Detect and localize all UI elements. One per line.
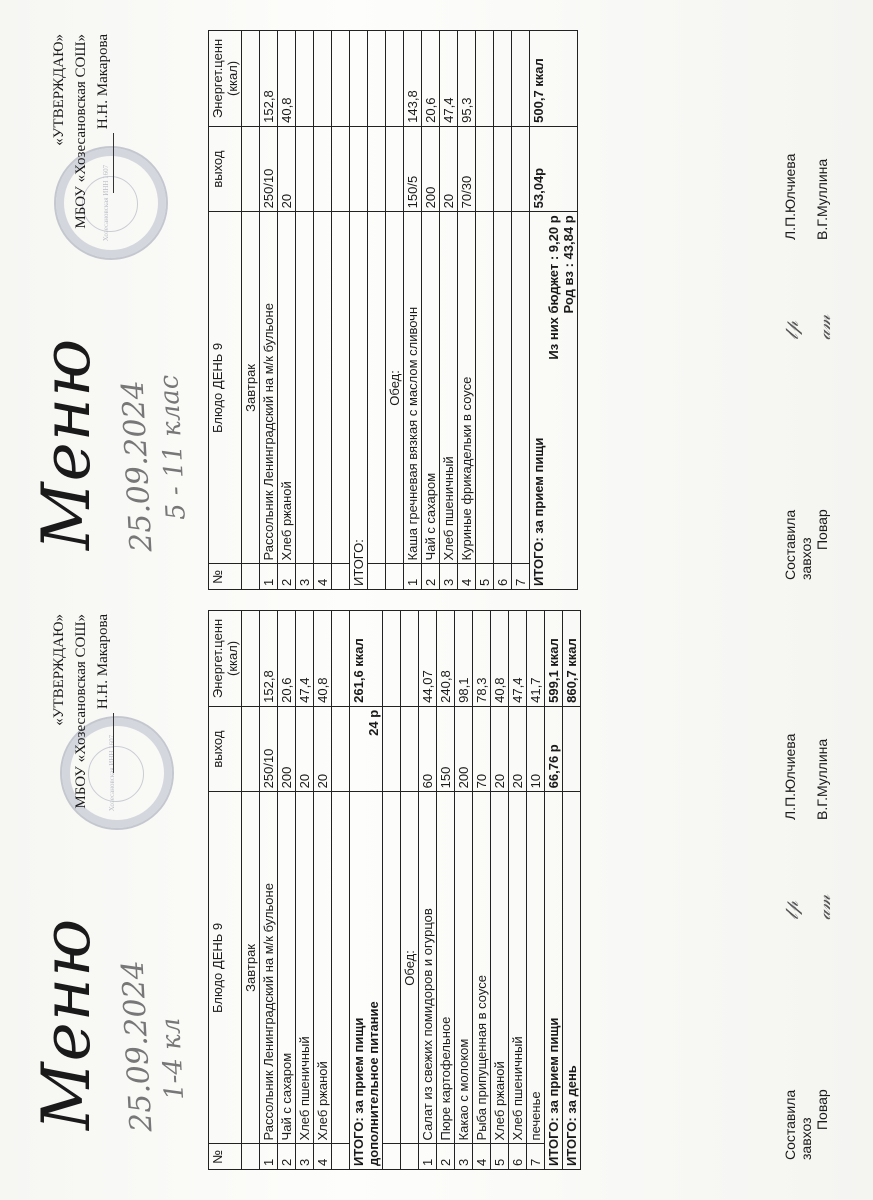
cell-num: 2: [278, 564, 296, 590]
cell-num: 1: [404, 564, 422, 590]
parents-label: Род вз :: [561, 263, 576, 314]
cell-energy: 20,6: [278, 611, 296, 707]
table-row: [296, 31, 314, 590]
cell-energy: 47,4: [296, 611, 314, 707]
approval-block: [48, 34, 114, 289]
table-row: [404, 31, 422, 590]
cell-energy: 40,8: [491, 611, 509, 707]
cell-dish: [512, 212, 530, 564]
cell-dish: Чай с сахаром: [278, 792, 296, 1144]
signature-line: [113, 713, 114, 773]
cell-dish: Салат из свежих помидоров и огурцов: [419, 792, 437, 1144]
table-row: [278, 611, 296, 1170]
table-row: [527, 611, 545, 1170]
cell-energy: 40,8: [278, 31, 296, 127]
cell-dish: Хлеб пшеничный: [509, 792, 527, 1144]
table-row: [512, 31, 530, 590]
cell-dish: Куриные фрикадельки в соусе: [458, 212, 476, 564]
approval-director-name: Н.Н. Макарова: [95, 34, 111, 130]
cell-dish: [314, 212, 332, 564]
cell-output: 10: [527, 706, 545, 792]
cell-dish: Хлеб ржаной: [278, 212, 296, 564]
cell-output: 20: [296, 706, 314, 792]
total-price: 24 р: [350, 706, 383, 792]
table-row: [332, 31, 350, 590]
cell-output: 60: [419, 706, 437, 792]
cell-num: 2: [278, 1144, 296, 1170]
cell-dish: Хлеб пшеничный: [296, 792, 314, 1144]
cell-output: 20: [314, 706, 332, 792]
additional-nutrition-label: дополнительное питание: [366, 1001, 381, 1166]
breakfast-total-row: [350, 31, 368, 590]
table-row: [314, 611, 332, 1170]
cell-output: 70/30: [458, 126, 476, 212]
section-breakfast: [242, 31, 260, 590]
cell-energy: 240,8: [437, 611, 455, 707]
cell-output: [494, 126, 512, 212]
cell-output: 250/10: [260, 706, 278, 792]
signature-role: Повар: [814, 1089, 830, 1130]
cell-output: 20: [491, 706, 509, 792]
cell-num: 3: [296, 1144, 314, 1170]
cell-num: 7: [527, 1144, 545, 1170]
table-row: [383, 611, 401, 1170]
cell-energy: 152,8: [260, 611, 278, 707]
menu-table: [208, 30, 578, 590]
header-dish: Блюдо ДЕНЬ 9: [209, 792, 242, 1144]
cell-num: 3: [455, 1144, 473, 1170]
table-row: [491, 611, 509, 1170]
section-label: Завтрак: [242, 212, 260, 564]
parents-line: [561, 215, 576, 586]
cell-dish: [494, 212, 512, 564]
cell-num: 1: [260, 1144, 278, 1170]
section-lunch: [401, 611, 419, 1170]
handwritten-date: 25.09.2024: [115, 959, 160, 1133]
cell-dish: Хлеб пшеничный: [440, 212, 458, 564]
cell-dish: Хлеб ржаной: [491, 792, 509, 1144]
cell-num: 7: [512, 564, 530, 590]
parents-value: 43,84 р: [561, 215, 576, 260]
handwritten-date: 25.09.2024: [115, 379, 160, 553]
cell-energy: 40,8: [314, 611, 332, 707]
cell-output: 200: [278, 706, 296, 792]
approval-director-name: Н.Н. Макарова: [95, 614, 111, 710]
lunch-total-row: [545, 611, 563, 1170]
cell-energy: 47,4: [509, 611, 527, 707]
signature-name: Л.П.Юлчиева: [782, 153, 798, 240]
section-lunch: [386, 31, 404, 590]
cell-output: 200: [422, 126, 440, 212]
cell-dish: Чай с сахаром: [422, 212, 440, 564]
handwritten-signature-icon: 𝓁𝓅: [782, 321, 803, 340]
rotated-menu-sheet: [30, 30, 842, 1170]
cell-num: 2: [437, 1144, 455, 1170]
stamp-text: Хозесановская ИНН 1607: [108, 734, 116, 812]
approval-label: «УТВЕРЖДАЮ»: [51, 34, 67, 146]
cell-dish: печенье: [527, 792, 545, 1144]
total-energy: 261,6 ккал: [350, 611, 383, 707]
day-total-row: [563, 611, 581, 1170]
cell-dish: Рассольник Ленинградский на м/к бульоне: [260, 212, 278, 564]
approval-organization: МБОУ «Хозесановская СОШ»: [73, 34, 89, 229]
cell-dish: Рыба припущенная в соусе: [473, 792, 491, 1144]
table-row: [260, 31, 278, 590]
table-row: [494, 31, 512, 590]
total-label: ИТОГО: за прием пищи: [531, 437, 546, 586]
cell-num: 2: [422, 564, 440, 590]
menu-table: [208, 610, 581, 1170]
handwritten-signature-icon: 𝒶𝓂: [814, 894, 835, 920]
cell-energy: 44,07: [419, 611, 437, 707]
cell-output: 20: [440, 126, 458, 212]
cell-energy: [296, 31, 314, 127]
cell-dish: Хлеб ржаной: [314, 792, 332, 1144]
table-row: [473, 611, 491, 1170]
signature-name: Л.П.Юлчиева: [782, 733, 798, 820]
table-row: [332, 611, 350, 1170]
cell-output: 150: [437, 706, 455, 792]
cell-num: 6: [494, 564, 512, 590]
section-breakfast: [242, 611, 260, 1170]
header-output: выход: [209, 126, 242, 212]
cell-output: 20: [509, 706, 527, 792]
table-row: [437, 611, 455, 1170]
cell-energy: 98,1: [455, 611, 473, 707]
cell-num: 6: [509, 1144, 527, 1170]
total-label-cell: [530, 212, 578, 590]
cell-output: 70: [473, 706, 491, 792]
cell-num: 4: [314, 564, 332, 590]
cell-energy: [314, 31, 332, 127]
approval-label: «УТВЕРЖДАЮ»: [51, 614, 67, 726]
total-energy: 500,7 ккал: [530, 31, 578, 127]
cell-dish: [296, 212, 314, 564]
cell-dish: Каша гречневая вязкая с маслом сливочн: [404, 212, 422, 564]
cell-energy: 152,8: [260, 31, 278, 127]
cell-output: [512, 126, 530, 212]
signature-role: Составила завхоз: [782, 1089, 814, 1160]
budget-label: Из них бюджет :: [546, 255, 561, 360]
total-price: 66,76 р: [545, 706, 563, 792]
cell-output: [314, 126, 332, 212]
total-label-cell: [350, 792, 383, 1170]
menu-title: Меню: [28, 337, 105, 550]
cell-energy: [494, 31, 512, 127]
cell-num: 4: [458, 564, 476, 590]
cell-output: 150/5: [404, 126, 422, 212]
day-total-label: ИТОГО: за день: [563, 792, 581, 1170]
table-row: [458, 31, 476, 590]
table-row: [455, 611, 473, 1170]
cell-num: 3: [296, 564, 314, 590]
section-label: Завтрак: [242, 792, 260, 1144]
cell-energy: [476, 31, 494, 127]
cell-dish: Какао с молоком: [455, 792, 473, 1144]
cell-dish: Рассольник Ленинградский на м/к бульоне: [260, 792, 278, 1144]
lunch-total-row: [530, 31, 578, 590]
cell-num: 1: [260, 564, 278, 590]
cell-energy: 78,3: [473, 611, 491, 707]
table-row: [314, 31, 332, 590]
cell-energy: [512, 31, 530, 127]
signature-role: Повар: [814, 509, 830, 550]
header-dish: Блюдо ДЕНЬ 9: [209, 212, 242, 564]
signature-line: [113, 133, 114, 193]
cell-output: [296, 126, 314, 212]
table-row: [260, 611, 278, 1170]
cell-output: 250/10: [260, 126, 278, 212]
budget-value: 9,20 р: [546, 215, 561, 253]
cell-num: 5: [476, 564, 494, 590]
menu-grades-5-11: [30, 30, 842, 590]
table-row: [368, 31, 386, 590]
table-row: [509, 611, 527, 1170]
cell-num: 5: [491, 1144, 509, 1170]
handwritten-grade-note: 1-4 кл: [155, 1017, 191, 1101]
table-header-row: [209, 611, 242, 1170]
header-output: выход: [209, 706, 242, 792]
menu-title: Меню: [28, 917, 105, 1130]
menu-grades-1-4: [30, 610, 842, 1170]
cell-output: [476, 126, 494, 212]
stamp-text: Хозесановская ИНН 1607: [102, 164, 110, 242]
cell-energy: 41,7: [527, 611, 545, 707]
approval-block: [48, 614, 114, 869]
breakfast-total-row: [350, 611, 383, 1170]
cell-energy: 95,3: [458, 31, 476, 127]
handwritten-grade-note: 5 - 11 клас: [154, 373, 192, 521]
total-price: 53,04р: [530, 126, 578, 212]
table-row: [422, 31, 440, 590]
total-energy: 599,1 ккал: [545, 611, 563, 707]
total-label: ИТОГО:: [350, 212, 368, 590]
cell-output: 200: [455, 706, 473, 792]
section-label: Обед:: [401, 792, 419, 1144]
handwritten-signature-icon: 𝓁𝓅: [782, 901, 803, 920]
total-label: ИТОГО: за прием пищи: [545, 792, 563, 1170]
cell-energy: 20,6: [422, 31, 440, 127]
cell-dish: Пюре картофельное: [437, 792, 455, 1144]
table-row: [476, 31, 494, 590]
signature-name: В.Г.Муллина: [814, 738, 830, 820]
table-row: [296, 611, 314, 1170]
table-header-row: [209, 31, 242, 590]
cell-energy: 143,8: [404, 31, 422, 127]
signature-role: Составила завхоз: [782, 509, 814, 580]
day-total-energy: 860,7 ккал: [563, 611, 581, 707]
cell-num: 4: [314, 1144, 332, 1170]
handwritten-signature-icon: 𝒶𝓂: [814, 314, 835, 340]
header-number: №: [209, 1144, 242, 1170]
header-number: №: [209, 564, 242, 590]
budget-line: [546, 215, 561, 586]
approval-organization: МБОУ «Хозесановская СОШ»: [73, 614, 89, 809]
cell-energy: 47,4: [440, 31, 458, 127]
cell-num: 3: [440, 564, 458, 590]
table-row: [278, 31, 296, 590]
total-label: ИТОГО: за прием пищи: [351, 1017, 366, 1166]
table-row: [440, 31, 458, 590]
header-energy: Энергет.ценн (ккал): [209, 31, 242, 127]
cell-num: 4: [473, 1144, 491, 1170]
cell-num: 1: [419, 1144, 437, 1170]
section-label: Обед:: [386, 212, 404, 564]
header-energy: Энергет.ценн (ккал): [209, 611, 242, 707]
cell-dish: [476, 212, 494, 564]
table-row: [419, 611, 437, 1170]
signature-name: В.Г.Муллина: [814, 158, 830, 240]
cell-output: 20: [278, 126, 296, 212]
